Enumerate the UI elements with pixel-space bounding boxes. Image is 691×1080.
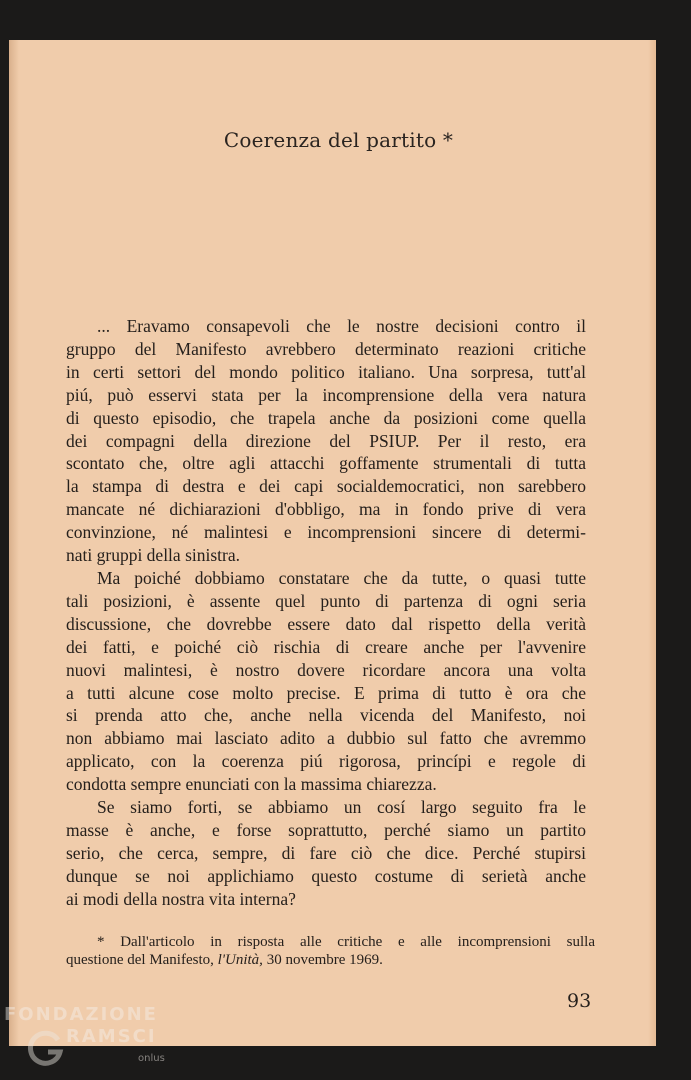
text-line: ai modi della nostra vita interna? <box>66 888 296 909</box>
text-line: Ma poiché dobbiamo constatare che da tutte, o quasi tutte <box>97 567 586 588</box>
text-line: dei compagni della direzione del PSIUP. Per il resto, era <box>66 430 586 451</box>
text-line: la stampa di destra e dei capi socialdemocratici, non sarebbero <box>66 476 586 497</box>
text-line: ... Eravamo consapevoli che le nostre decisioni contro il <box>97 316 586 336</box>
text-line: condotta sempre enunciati con la massima chiarezza. <box>66 774 437 795</box>
footnote-source-title: l'Unità, <box>217 952 263 968</box>
text-line: di questo episodio, che trapela anche da posizioni come quella <box>66 407 586 428</box>
article-body <box>66 315 586 911</box>
text-line: serio, che cerca, sempre, di fare ciò che dice. Perché stupirsi <box>66 842 586 863</box>
book-page <box>9 40 656 1046</box>
text-line: convinzione, né malintesi e incomprensioni sincere di determi- <box>66 522 586 543</box>
text-line: discussione, che dovrebbe essere dato dal rispetto della verità <box>66 613 586 634</box>
text-line: tali posizioni, è assente quel punto di partenza di ogni seria <box>66 590 586 611</box>
text-line: nuovi malintesi, è nostro dovere ricordare ancora una volta <box>66 659 586 680</box>
text-line: si prenda atto che, anche nella vicenda del Manifesto, noi <box>66 705 586 726</box>
page-fold-shadow <box>9 40 19 1046</box>
paragraph-3 <box>66 796 586 911</box>
foundation-g-icon <box>26 1028 66 1068</box>
text-line: mancate né dichiarazioni d'obbligo, ma in fondo prive di vera <box>66 499 586 520</box>
footnote <box>66 933 595 969</box>
page-title: Coerenza del partito * <box>223 128 454 152</box>
text-line: masse è anche, e forse soprattutto, perché siamo un partito <box>66 819 586 840</box>
page-number: 93 <box>567 990 592 1012</box>
footnote-source-date: 30 novembre 1969. <box>262 952 383 968</box>
text-line: nati gruppi della sinistra. <box>66 545 240 566</box>
watermark-logo <box>0 1000 200 1080</box>
text-line: a tutti alcune cose molto precise. E prima di tutto è ora che <box>66 682 586 703</box>
text-line: gruppo del Manifesto avrebbero determinato reazioni critiche <box>66 338 586 359</box>
page-edge <box>648 40 656 1046</box>
text-line: in certi settori del mondo politico italiano. Una sorpresa, tutt'al <box>66 361 586 382</box>
text-line: applicato, con la coerenza piú rigorosa, princípi e regole di <box>66 751 586 772</box>
paragraph-1 <box>66 315 586 567</box>
footnote-line <box>66 951 595 969</box>
text-line: Se siamo forti, se abbiamo un cosí largo seguito fra le <box>97 797 586 818</box>
text-line: piú, può esservi stata per la incomprensione della vera natura <box>66 384 586 405</box>
watermark-small: onlus <box>138 1053 165 1064</box>
watermark-line-2: RAMSCI <box>66 1026 157 1047</box>
footnote-source-prefix: questione del Manifesto, <box>66 952 218 968</box>
text-line: dunque se noi applichiamo questo costume di serietà anche <box>66 865 586 886</box>
text-line: dei fatti, e poiché ciò rischia di creare anche per l'avvenire <box>66 636 586 657</box>
paragraph-2 <box>66 567 586 796</box>
text-line: scontato che, oltre agli attacchi goffamente strumentali di tutta <box>66 453 586 474</box>
watermark-line-1: FONDAZIONE <box>4 1004 158 1025</box>
footnote-line: * Dall'articolo in risposta alle critiche e alle incomprensioni sulla <box>97 934 595 950</box>
text-line: non abbiamo mai lasciato adito a dubbio sul fatto che avremmo <box>66 728 586 749</box>
